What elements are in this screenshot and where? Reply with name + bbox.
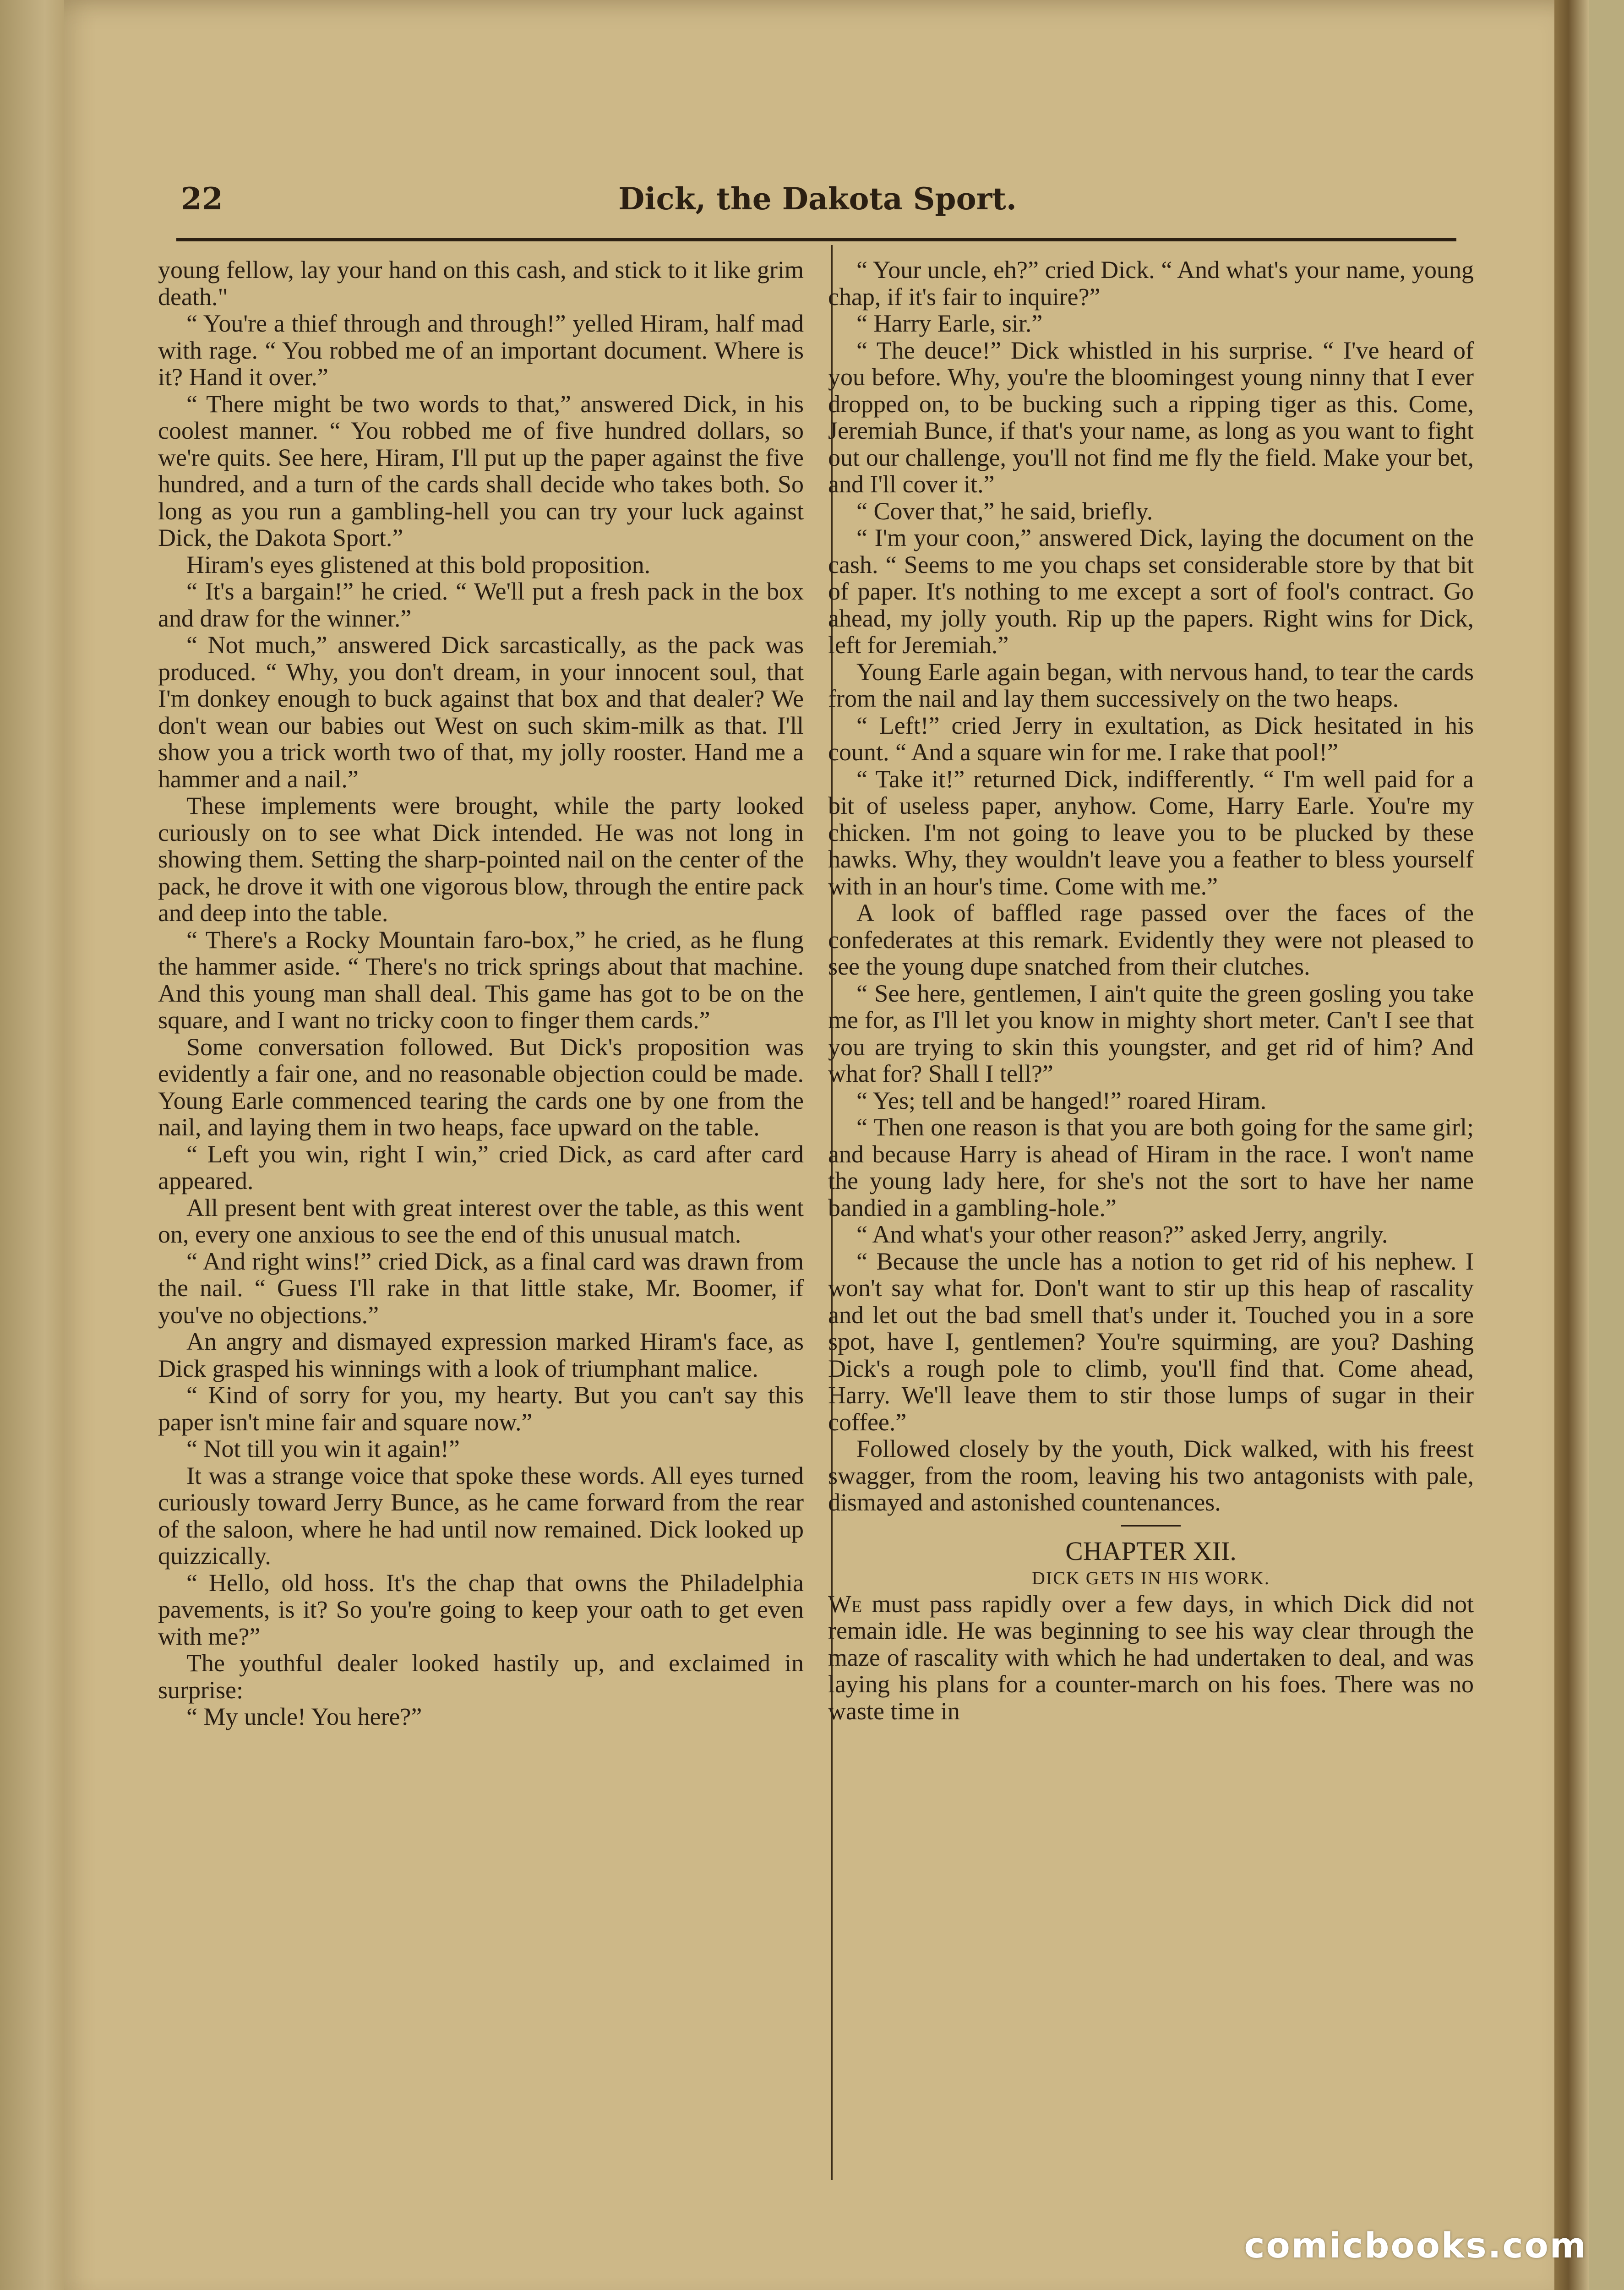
chapter-opening-text: must pass rapidly over a few days, in which Dick did not remain idle. He was beginning to see his way clear through the maze of rascality with which he had undertaken to deal, and was laying his plans for a counter-march on his foes. There was no waste time in — [828, 1590, 1474, 1725]
paragraph: “ There might be two words to that,” answered Dick, in his coolest manner. “ You robbed me of five hundred dollars, so we're quits. See here, Hiram, I'll put up the paper against the five hundred, and a turn of the cards shall decide who takes both. So long as you run a gambling-hell you can try your luck against Dick, the Dakota Sport.” — [158, 390, 804, 551]
running-title: Dick, the Dakota Sport. — [618, 181, 1017, 217]
chapter-subtitle: DICK GETS IN HIS WORK. — [1032, 1567, 1270, 1588]
page-header — [181, 181, 1454, 231]
paragraph: “ Because the uncle has a notion to get rid of his nephew. I won't say what for. Don't want to stir up this heap of rascality and let out the bad smell that's under it. Touched you in a sore spot, have I, gentlemen? You're squirming, are you? Dashing Dick's a rough pole to climb, you'll find that. Come ahead, Harry. We'll leave them to stir those lumps of sugar in their coffee.” — [828, 1247, 1474, 1436]
paragraph: “ I'm your coon,” answered Dick, laying the document on the cash. “ Seems to me you chaps set considerable store by that bit of paper. It's nothing to me except a sort of fool's contract. Go ahead, my jolly youth. Rip up the papers. Right wins for Dick, left for Jeremiah.” — [828, 524, 1474, 659]
paragraph: “ Left you win, right I win,” cried Dick, as card after card appeared. — [158, 1140, 804, 1194]
chapter-opening-paragraph — [828, 1591, 1474, 1725]
chapter-divider-rule — [1121, 1525, 1181, 1527]
paragraph: Hiram's eyes glistened at this bold proposition. — [186, 551, 651, 578]
paragraph: “ Not till you win it again!” — [186, 1435, 460, 1462]
paragraph: “ My uncle! You here?” — [186, 1703, 422, 1730]
paragraph: “ See here, gentlemen, I ain't quite the green gosling you take me for, as I'll let you know in mighty short meter. Can't I see that you are trying to skin this youngster, and get rid of him? And what for? Shall I tell?” — [828, 979, 1474, 1087]
paragraph: It was a strange voice that spoke these words. All eyes turned curiously toward Jerry Bunce, as he came forward from the rear of the saloon, where he had until now remained. Dick looked up quizzically. — [158, 1461, 804, 1570]
paragraph: “ Kind of sorry for you, my hearty. But you can't say this paper isn't mine fair and square now.” — [158, 1381, 804, 1436]
left-column — [158, 256, 804, 1730]
paragraph: “ And right wins!” cried Dick, as a final card was drawn from the nail. “ Guess I'll rake in that little stake, Mr. Boomer, if you've no objections.” — [158, 1247, 804, 1329]
paragraph: “ Yes; tell and be hanged!” roared Hiram. — [856, 1086, 1267, 1114]
paragraph: “ Cover that,” he said, briefly. — [856, 497, 1153, 525]
paragraph: “ It's a bargain!” he cried. “ We'll put a fresh pack in the box and draw for the winner.” — [158, 578, 804, 632]
paragraph: All present bent with great interest over the table, as this went on, every one anxious to see the end of this unusual match. — [158, 1194, 804, 1248]
header-rule — [176, 238, 1456, 241]
paragraph: “ Not much,” answered Dick sarcastically, as the pack was produced. “ Why, you don't dream, in your innocent soul, that I'm donkey enough to buck against that box and that dealer? We don't wean our babies out West on such skim-milk as that. I'll show you a trick worth two of that, my jolly rooster. Hand me a hammer and a nail.” — [158, 631, 804, 793]
paragraph: “ The deuce!” Dick whistled in his surprise. “ I've heard of you before. Why, you're the bloomingest young ninny that I ever dropped on, to be bucking such a ripping tiger as this. Come, Jeremiah Bunce, if that's your name, as long as you want to fight out our challenge, you'll not find me fly the field. Make your bet, and I'll cover it.” — [828, 336, 1474, 498]
chapter-title: CHAPTER XII. — [1065, 1536, 1237, 1566]
paragraph: “ You're a thief through and through!” yelled Hiram, half mad with rage. “ You robbed me of an important document. Where is it? Hand it over.” — [158, 310, 804, 391]
paragraph: The youthful dealer looked hastily up, and exclaimed in surprise: — [158, 1649, 804, 1704]
paragraph: “ There's a Rocky Mountain faro-box,” he cried, as he flung the hammer aside. “ There's no trick springs about that machine. And this young man shall deal. This game has got to be on the square, and I want no tricky coon to finger them cards.” — [158, 926, 804, 1034]
paragraph: These implements were brought, while the party looked curiously on to see what Dick intended. He was not long in showing them. Setting the sharp-pointed nail on the center of the pack, he drove it with one vigorous blow, through the entire pack and deep into the table. — [158, 792, 804, 927]
paragraph: “ Your uncle, eh?” cried Dick. “ And what's your name, young chap, if it's fair to inquire?” — [828, 256, 1474, 311]
paragraph: “ Left!” cried Jerry in exultation, as Dick hesitated in his count. “ And a square win for me. I rake that pool!” — [828, 711, 1474, 766]
paragraph: An angry and dismayed expression marked Hiram's face, as Dick grasped his winnings with a look of triumphant malice. — [158, 1328, 804, 1382]
paragraph: young fellow, lay your hand on this cash, and stick to it like grim death." — [158, 256, 804, 311]
paragraph: Followed closely by the youth, Dick walked, with his freest swagger, from the room, leaving his two antagonists with pale, dismayed and astonished countenances. — [828, 1435, 1474, 1516]
page-number: 22 — [181, 181, 223, 217]
paragraph: “ Hello, old hoss. It's the chap that owns the Philadelphia pavements, is it? So you're going to keep your oath to get even with me?” — [158, 1569, 804, 1650]
chapter-opening-word: We — [828, 1590, 862, 1618]
paragraph: “ Harry Earle, sir.” — [856, 310, 1043, 337]
paragraph: “ And what's your other reason?” asked Jerry, angrily. — [856, 1221, 1388, 1248]
paragraph: “ Take it!” returned Dick, indifferently. “ I'm well paid for a bit of useless paper, anyhow. Come, Harry Earle. You're my chicken. I'm not going to leave you to be plucked by these hawks. Why, they wouldn't leave you a feather to bless yourself with in an hour's time. Come with me.” — [828, 765, 1474, 900]
paragraph: Some conversation followed. But Dick's proposition was evidently a fair one, and no reasonable objection could be made. Young Earle commenced tearing the cards one by one from the nail, and laying them in two heaps, face upward on the table. — [158, 1033, 804, 1141]
paragraph: “ Then one reason is that you are both going for the same girl; and because Harry is ahead of Hiram in the race. I won't name the young lady here, for she's not the sort to have her name bandied in a gambling-hole.” — [828, 1113, 1474, 1221]
right-column — [828, 256, 1474, 1724]
page-edge — [1554, 0, 1589, 2290]
watermark-logo: comicbooks.com — [1244, 2225, 1587, 2266]
paragraph: Young Earle again began, with nervous hand, to tear the cards from the nail and lay them successively on the two heaps. — [828, 658, 1474, 712]
page-gutter — [0, 0, 64, 2290]
paragraph: A look of baffled rage passed over the faces of the confederates at this remark. Evidently they were not pleased to see the young dupe snatched from their clutches. — [828, 899, 1474, 980]
